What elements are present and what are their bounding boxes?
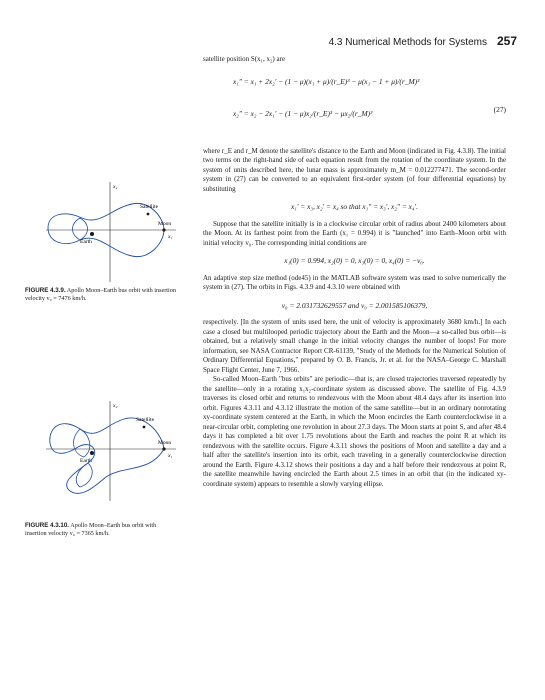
- x2-axis-label: x₂: [113, 403, 118, 409]
- equation-number: (27): [493, 104, 506, 114]
- paragraph-where: where r_E and r_M denote the satellite's distance to the Earth and Moon (indicated in Fig. 4.3.8). The initial two terms on the right-hand side of each equation result from the rotation of the coordinate system. In the system of units described here, the lunar mass is approximately m_M = 0.012277471. The second-order system in (27) can be converted to an equivalent first-order system (of four differential equations) by substituting: [203, 146, 506, 193]
- section-title: 4.3 Numerical Methods for Systems: [328, 37, 487, 48]
- equation-27: [203, 69, 506, 141]
- paragraph-suppose: Suppose that the satellite initially is in a clockwise circular orbit of radius about 2400 kilometers about the Moon. At its farthest point from the Earth (x₁ = 0.994) it is "launched" into Earth–Moon orbit with initial velocity v₀. The corresponding initial conditions are: [203, 219, 506, 247]
- main-text-column: [203, 55, 506, 489]
- inner-loop: [73, 218, 88, 240]
- caption-number: FIGURE 4.3.10.: [25, 522, 70, 529]
- x1-axis-label: x₁: [168, 234, 173, 240]
- caption-number: FIGURE 4.3.9.: [25, 287, 66, 294]
- figure-4-3-10: [40, 397, 180, 507]
- paragraph-bus-orbits: So-called Moon–Earth "bus orbits" are periodic—that is, are closed trajectories traversed repeatedly by the satellite—only in a rotating x₁x₂-coordinate system as discussed above. The satellite of Fig. 4.3.9 traverses its closed orbit and returns to rendezvous with the Moon about 48.4 days after its insertion into orbit. Figures 4.3.11 and 4.3.12 illustrate the motion of the same satellite—but in an ordinary nonrotating xy-coordinate system centered at the Earth, in which the Moon encircles the Earth counterclockwise in a near-circular orbit, completing one revolution in about 27.3 days. The Moon starts at point S, and after 48.4 days it has completed a bit over 1.75 revolutions about the Earth and reaches the point R at which its rendezvous with the satellite occurs. Figure 4.3.11 shows the positions of Moon and satellite a day and a half after the satellite's insertion into its orbit, each traveling in a generally counterclockwise direction around the Earth. Figure 4.3.12 shows their positions a day and a half before their rendezvous at point R, the satellite meanwhile having encircled the Earth about 2.5 times in an orbit that (in the indicated xy-coordinate system) appears to resemble a slowly varying ellipse.: [203, 375, 506, 488]
- moon-label: Moon: [158, 440, 172, 446]
- figure-4-3-10-caption: [25, 522, 177, 537]
- equation-line-1: x₁″ = x₁ + 2x₂′ − (1 − μ)(x₁ + μ)/(r_E)³ − μ(x₁ − 1 + μ)/(r_M)³: [233, 76, 420, 86]
- x2-axis-label: x₂: [113, 184, 118, 190]
- caption-text: Apollo Moon–Earth bus orbit with insertion velocity v₀ = 7365 km/h.: [25, 522, 157, 537]
- earth-dot: [90, 232, 94, 236]
- x1-axis-label: x₁: [168, 453, 173, 459]
- velocity-values: v₀ = 2.031732629557 and v₀ = 2.001585106379,: [281, 300, 428, 310]
- satellite-dot: [143, 426, 146, 429]
- moon-label: Moon: [158, 221, 172, 227]
- satellite-label: Satellite: [140, 204, 159, 210]
- inner-loop-2: [76, 463, 92, 487]
- earth-label: Earth: [80, 458, 92, 464]
- page-number: 257: [496, 34, 517, 48]
- moon-dot: [162, 228, 165, 231]
- orbit-path: [50, 418, 164, 493]
- initial-conditions: x₁(0) = 0.994, x₂(0) = 0, x₃(0) = 0, x₄(0) = −v₀.: [284, 256, 425, 265]
- substitution-equation: x₁′ = x₃, x₂′ = x₄ so that x₁″ = x₃′, x₂″ = x₄′.: [290, 202, 418, 211]
- equation-line-2: x₂″ = x₂ − 2x₁′ − (1 − μ)x₂/(r_E)³ − μx₂/(r_M)³: [233, 108, 373, 118]
- paragraph-respectively: respectively. [In the system of units used here, the unit of velocity is approximately 3680 km/h.] In each case a closed but multilooped periodic trajectory about the Earth and the Moon—a so-called bus orbit—is obtained, but a relatively small change in the initial velocity changes the number of loops! For more information, see NASA Contractor Report CR-61139, "Study of the Methods for the Numerical Solution of Ordinary Differential Equations," prepared by O. B. Francis, Jr. et al. for the NASA–George C. Marshall Space Flight Center, June 7, 1966.: [203, 318, 506, 374]
- inner-loop: [74, 429, 90, 457]
- intro-line: satellite position S(x₁, x₂) are: [203, 55, 286, 63]
- satellite-label: Satellite: [136, 417, 155, 423]
- moon-dot: [162, 447, 165, 450]
- paragraph-adaptive: An adaptive step size method (ode45) in the MATLAB software system was used to solve numerically the system in (27). The orbits in Figs. 4.3.9 and 4.3.10 were obtained with: [203, 273, 506, 291]
- running-header: [329, 34, 517, 48]
- earth-dot: [90, 451, 94, 455]
- figure-4-3-9-caption: [25, 287, 177, 302]
- caption-text: Apollo Moon–Earth bus orbit with insertion velocity v₀ = 7476 km/h.: [25, 287, 176, 302]
- satellite-dot: [147, 213, 150, 216]
- earth-label: Earth: [80, 239, 92, 245]
- figure-4-3-9: [40, 178, 180, 288]
